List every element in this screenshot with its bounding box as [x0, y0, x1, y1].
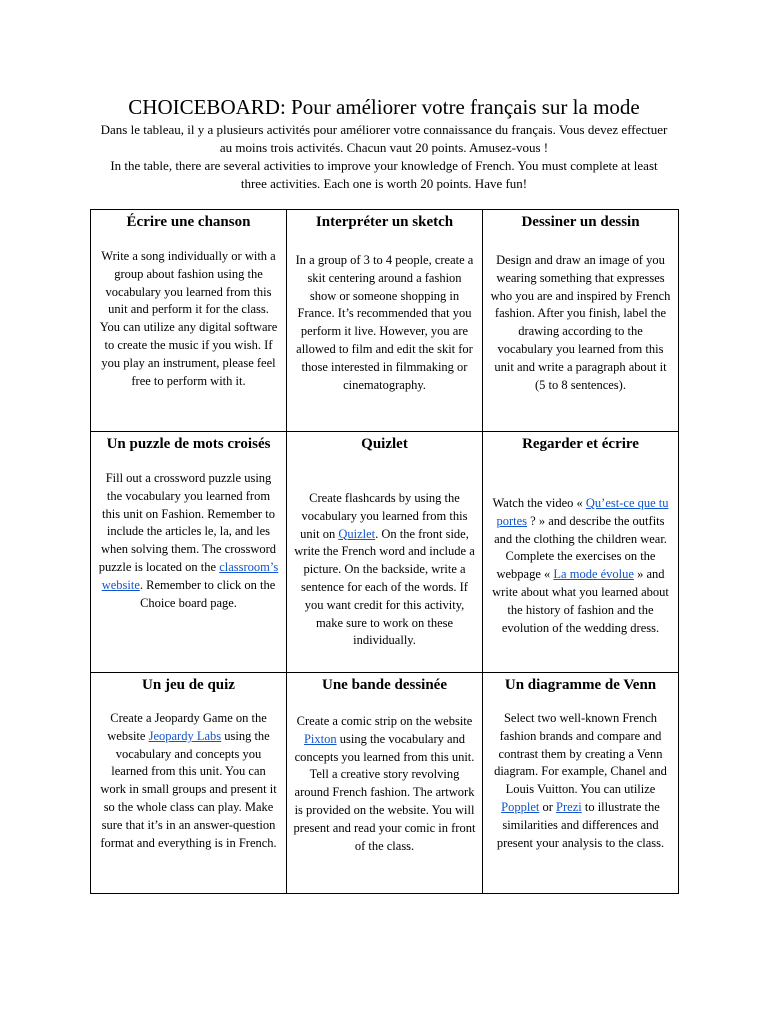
description-text: to illustrate the similarities and differences and present your analysis to the class.: [496, 799, 665, 850]
activity-description: [489, 495, 672, 637]
board-row: [91, 210, 679, 432]
activity-title: Quizlet: [361, 436, 408, 452]
activity-description: [97, 470, 280, 612]
activity-description: [293, 713, 476, 855]
description-text: Watch the video «: [492, 496, 586, 510]
description-text: or: [539, 799, 557, 814]
description-text: Select two well-known French fashion brands and compare and contrast them by creating a Venn diagram. For example, Chanel and Louis Vuitton. You can utilize: [494, 711, 667, 797]
activity-description: [97, 710, 280, 852]
activity-cell: [287, 432, 483, 673]
activity-link[interactable]: La mode évolue: [553, 567, 634, 582]
activity-cell: [483, 673, 679, 894]
description-text: Write a song individually or with a group about fashion using the vocabulary you learned from this unit and perform it for the class. You can utilize any digital software to create the music if you wish. If you play an instrument, please feel free to perform with it.: [99, 249, 278, 388]
description-text: Fill out a crossword puzzle using the vocabulary you learned from this unit on Fashion. Remember to include the articles le, la, and les when solving them. The crossword puzzle is located on the: [98, 471, 277, 574]
description-text: Create a comic strip on the website: [296, 714, 473, 728]
activity-description: [489, 252, 672, 394]
description-text: . On the front side, write the French word and include a picture. On the backside, write a sentence for each of the words. If you want credit for this activity, make sure to work on these individually.: [294, 526, 475, 648]
activity-title: Écrire une chanson: [126, 214, 251, 230]
intro: [100, 121, 668, 193]
choiceboard-table: [90, 209, 679, 894]
activity-title: Une bande dessinée: [321, 677, 448, 693]
activity-cell: [287, 673, 483, 894]
activity-cell: [483, 432, 679, 673]
activity-cell: [91, 432, 287, 673]
intro-english: In the table, there are several activities to improve your knowledge of French. You must complete at least three activities. Each one is worth 20 points. Have fun!: [110, 158, 658, 191]
activity-title: Regarder et écrire: [522, 436, 639, 452]
activity-title: Un puzzle de mots croisés: [106, 436, 271, 452]
activity-link[interactable]: Jeopardy Labs: [148, 728, 222, 743]
activity-title: Interpréter un sketch: [315, 214, 454, 230]
description-text: Create flashcards by using the vocabulary you learned from this unit on: [300, 491, 468, 541]
activity-cell: [91, 673, 287, 894]
activity-description: [489, 710, 672, 852]
activity-description: [293, 490, 476, 650]
activity-title: Dessiner un dessin: [521, 214, 640, 230]
activity-cell: [483, 210, 679, 432]
description-text: ? » and describe the outfits and the clothing the children wear. Complete the exercises on the webpage «: [494, 513, 667, 582]
activity-link[interactable]: Pixton: [303, 731, 337, 746]
description-text: using the vocabulary and concepts you learned from this unit. You can work in small groups and present it so the whole class can play. Make sure that it’s in an answer-question format and everything is in French.: [100, 728, 277, 850]
page-title: CHOICEBOARD: Pour améliorer votre français sur la mode: [128, 95, 640, 119]
activity-link[interactable]: classroom’s website: [101, 559, 279, 592]
activity-link[interactable]: Quizlet: [338, 526, 376, 541]
activity-cell: [287, 210, 483, 432]
activity-link[interactable]: Qu’est-ce que tu portes: [496, 496, 669, 528]
activity-title: Un jeu de quiz: [142, 677, 235, 693]
description-text: In a group of 3 to 4 people, create a skit centering around a fashion show or someone shopping in France. It’s recommended that you perform it live. However, you are allowed to film and edit the skit for those interested in filmmaking or cinematography.: [295, 253, 474, 392]
activity-description: [293, 252, 476, 394]
description-text: Create a Jeopardy Game on the website: [107, 711, 267, 743]
activity-link[interactable]: Popplet: [501, 799, 540, 814]
description-text: . Remember to click on the Choice board page.: [139, 577, 276, 610]
activity-description: [97, 248, 280, 390]
description-text: Design and draw an image of you wearing something that expresses who you are and inspired by French fashion. After you finish, label the drawing according to the vocabulary you learned from this unit and write a paragraph about it (5 to 8 sentences).: [490, 253, 671, 392]
board-row: [91, 673, 679, 894]
board-row: [91, 432, 679, 673]
activity-cell: [91, 210, 287, 432]
intro-french: Dans le tableau, il y a plusieurs activités pour améliorer votre connaissance du français. Vous devez effectuer au moins trois activités. Chacun vaut 20 points. Amusez-vous !: [100, 122, 668, 155]
description-text: » and write about what you learned about the history of fashion and the evolution of the wedding dress.: [492, 567, 669, 635]
description-text: using the vocabulary and concepts you learned from this unit. Tell a creative story revolving around French fashion. The artwork is provided on the website. You will present and read your comic in front of the class.: [293, 731, 476, 853]
activity-link[interactable]: Prezi: [556, 799, 582, 814]
activity-title: Un diagramme de Venn: [504, 677, 657, 693]
